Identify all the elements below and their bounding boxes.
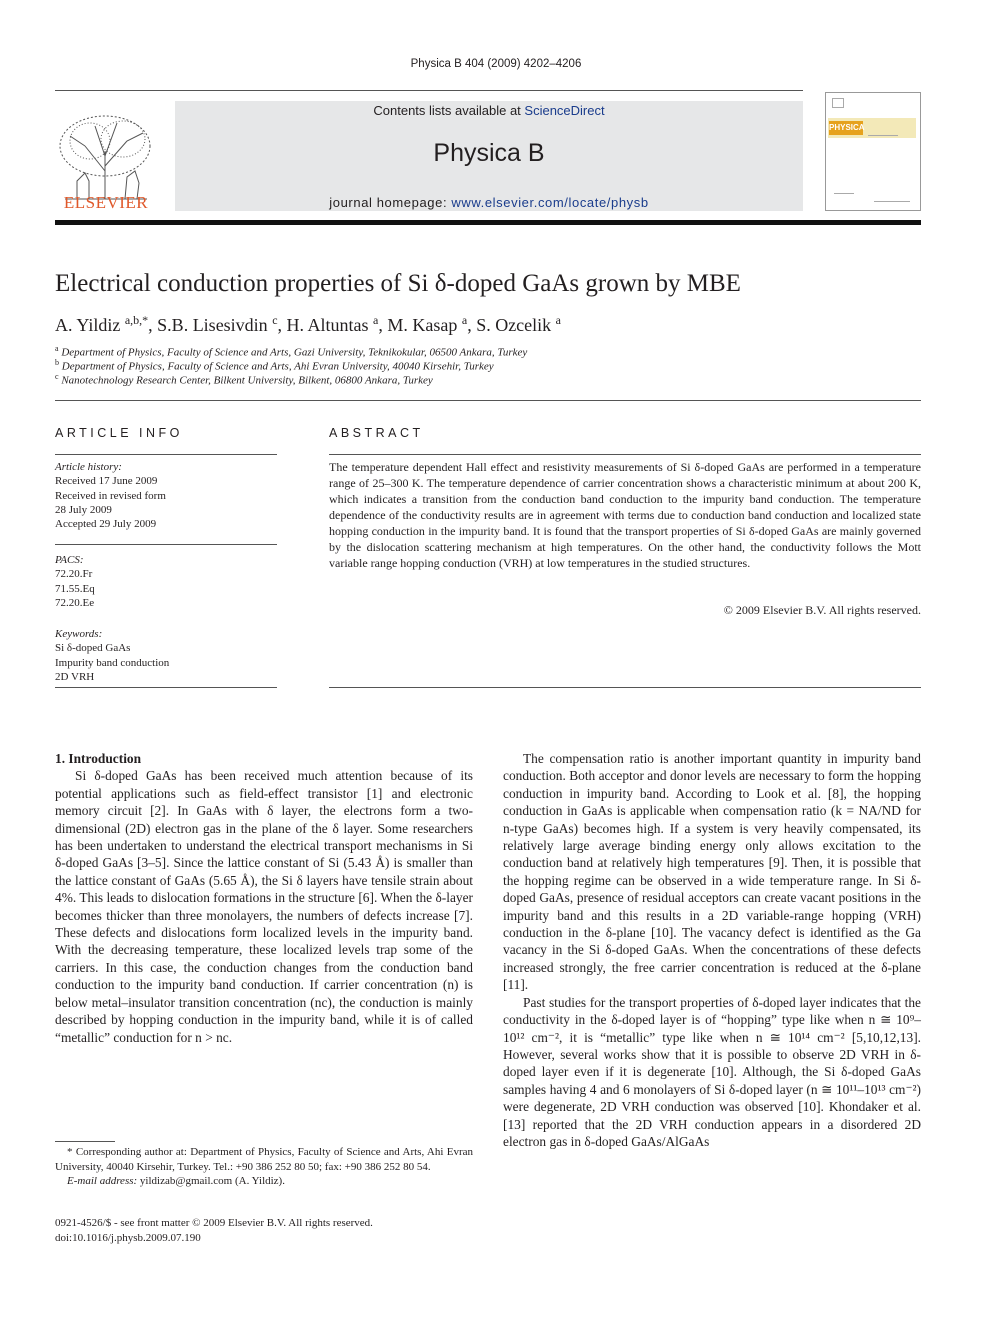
body-paragraph: Si δ-doped GaAs has been received much attention because of its potential applications such as field-effect transistor [1] and electronic memory circuit [2]. In GaAs with δ layer, the electrons form a two-dimensional (2D) electron gas in the plane of the δ layer. Some researchers has been undertaken to understand the electrical transport mechanisms in Si δ-doped GaAs [3–5]. Since the lattice constant of Si (5.43 Å) is smaller than the lattice constant of GaAs (5.65 Å), the Si δ layers have tensile strain about 4%. This leads to dislocation formations in the structure [6]. When the δ-layer becomes thicker than three monolayers, the numbers of defects increase [7]. These defects and dislocations form localized levels in the impurity band. With the decreasing temperature, these localized levels trap some of the carriers. In this case, the conduction changes from the conduction band conduction to the impurity band conduction. If carrier concentration (n) is below metal–insulator transition concentration (nc), the conduction is mainly described by hopping conduction in the impurity band, while it is of called “metallic” conduction for n > nc. — [55, 768, 473, 1045]
history-item: 28 July 2009 — [55, 503, 112, 516]
info-rule — [55, 544, 277, 545]
pacs-code: 72.20.Fr — [55, 568, 93, 581]
cover-title: PHYSICA — [829, 121, 863, 135]
history-item: Accepted 29 July 2009 — [55, 518, 157, 531]
author: H. Altuntas $^a$, — [286, 313, 388, 335]
email-label: E-mail address: — [67, 1175, 138, 1187]
article-history — [55, 460, 166, 531]
front-matter — [55, 1216, 373, 1245]
contents-line — [175, 103, 803, 118]
pacs-code: 72.20.Ee — [55, 596, 95, 609]
keywords-label: Keywords: — [55, 628, 103, 640]
keyword: 2D VRH — [55, 670, 95, 683]
author: S.B. Lisesivdin $^c$, — [157, 313, 287, 335]
affiliation-a: $^a$ Department of Physics, Faculty of Science and Arts, Gazi University, Teknikokular, 06500 Ankara, Turkey — [55, 344, 528, 359]
abstract-text: The temperature dependent Hall effect and resistivity measurements of Si δ-doped GaAs are performed in a temperature range of 25–300 K. The temperature dependence of carrier concentration shows a characteristic minimum at about 200 K, which indicates a transition from the conduction band conduction to the impurity band conduction. The temperature dependence of the conductivity results are in agreement with terms due to conduction band conduction and localized state hopping conduction in the impurity band. It is found that the transport properties of Si δ-doped GaAs are mainly governed by the dislocation scattering mechanism at high temperatures. On the other hand, the conductivity follows the Mott variable range hopping conduction (VRH) at low temperatures in the studied structures. — [329, 460, 921, 570]
history-label: Article history: — [55, 461, 122, 473]
pacs-code: 71.55.Eq — [55, 582, 95, 595]
journal-banner — [175, 101, 803, 211]
homepage-link[interactable]: www.elsevier.com/locate/physb — [451, 195, 649, 210]
doi-line[interactable]: doi:10.1016/j.physb.2009.07.190 — [55, 1231, 201, 1244]
affiliation-c: $^c$ Nanotechnology Research Center, Bilkent University, Bilkent, 06800 Ankara, Turkey — [55, 372, 433, 387]
contents-prefix: Contents lists available at — [373, 103, 525, 118]
keywords-block — [55, 627, 169, 684]
keyword: Si δ-doped GaAs — [55, 642, 131, 655]
info-rule — [55, 454, 277, 455]
homepage-line — [175, 195, 803, 210]
author-list — [55, 313, 561, 336]
history-item: Received 17 June 2009 — [55, 475, 158, 488]
header-rule — [55, 90, 803, 91]
article-info-heading: ARTICLE INFO — [55, 426, 183, 440]
pacs-label: PACS: — [55, 554, 84, 566]
body-column-left — [55, 750, 473, 1046]
author: M. Kasap $^a$, — [387, 313, 477, 335]
abstract-rule — [329, 454, 921, 455]
abstract-heading: ABSTRACT — [329, 426, 424, 440]
author: S. Ozcelik $^a$ — [476, 313, 561, 335]
body-paragraph: Past studies for the transport properties of δ-doped layer indicates that the conductivity in the δ-doped layer is of “hopping” type like when n ≅ 10⁹–10¹² cm⁻², it is “metallic” type like when n ≅ 10¹⁴ cm⁻² [5,10,12,13]. However, several works show that it is possible to observe 2D VRH in δ-doped layer even if it is degenerate [10]. Although, the Si δ-doped GaAs samples having 4 and 6 monolayers of Si δ-doped layer (n ≅ 10¹¹–10¹³ cm⁻²) were degenerate, 2D VRH conduction was observed [10]. Khondaker et al. [13] reported that the 2D VRH conduction appears in a disordered 2D electron gas in δ-doped GaAs/AlGaAs — [503, 994, 921, 1149]
email-line — [55, 1174, 473, 1189]
keyword: Impurity band conduction — [55, 656, 170, 669]
section-heading: 1. Introduction — [55, 751, 142, 766]
journal-cover-thumbnail — [825, 92, 921, 211]
footnote-rule — [55, 1141, 115, 1142]
journal-name: Physica B — [433, 139, 545, 167]
homepage-prefix: journal homepage: — [329, 195, 452, 210]
elsevier-wordmark: ELSEVIER — [63, 193, 149, 212]
history-item: Received in revised form — [55, 489, 166, 502]
body-paragraph: The compensation ratio is another important quantity in impurity band conduction. Both acceptor and donor levels are necessary to form the hopping conduction in impurity band. According to Look et al. [8], the hopping conduction in GaAs is applicable when compensation ratio (k = NA/ND for n-type GaAs) becomes high. If a system is very heavily compensated, its relatively large average binding energy only allows excitation to the conduction band at relatively high temperatures [9]. Then, it is possible that the hopping regime can be observed in a wide temperature range. In Si δ-doped GaAs, presence of residual acceptors can create vacant positions in the impurity band and this results in a 2D variable-range hopping (VRH) conduction in the δ-plane [10]. The vacancy defect is identified as the Ga vacancy in the Si δ-doped GaAs. When the concentrations of these defects increased strongly, the free carrier concentration is reduced at the δ-plane [11]. — [503, 751, 921, 993]
body-column-right — [503, 750, 921, 1150]
article-title: Electrical conduction properties of Si δ-doped GaAs grown by MBE — [55, 270, 741, 297]
header-thick-rule — [55, 220, 921, 225]
email-address[interactable]: yildizab@gmail.com (A. Yildiz). — [139, 1175, 285, 1187]
journal-citation: Physica B 404 (2009) 4202–4206 — [410, 58, 582, 70]
corresponding-author-note: * Corresponding author at: Department of Physics, Faculty of Science and Arts, Ahi Evran University, 40040 Kirsehir, Turkey. Tel.: +90 386 252 80 50; fax: +90 386 252 80 54. — [55, 1146, 473, 1173]
pacs-block — [55, 553, 95, 610]
abstract-copyright: © 2009 Elsevier B.V. All rights reserved. — [723, 603, 921, 617]
sciencedirect-link[interactable]: ScienceDirect — [524, 103, 605, 118]
footnote — [55, 1145, 473, 1189]
info-rule — [55, 687, 277, 688]
author: A. Yildiz $^{a,b,*}$, — [55, 313, 158, 335]
issn-line: 0921-4526/$ - see front matter © 2009 Elsevier B.V. All rights reserved. — [55, 1217, 373, 1229]
affiliation-b: $^b$ Department of Physics, Faculty of Science and Arts, Ahi Evran University, 40040 Kirsehir, Turkey — [55, 358, 494, 373]
affiliation-rule — [55, 400, 921, 401]
abstract-rule — [329, 687, 921, 688]
